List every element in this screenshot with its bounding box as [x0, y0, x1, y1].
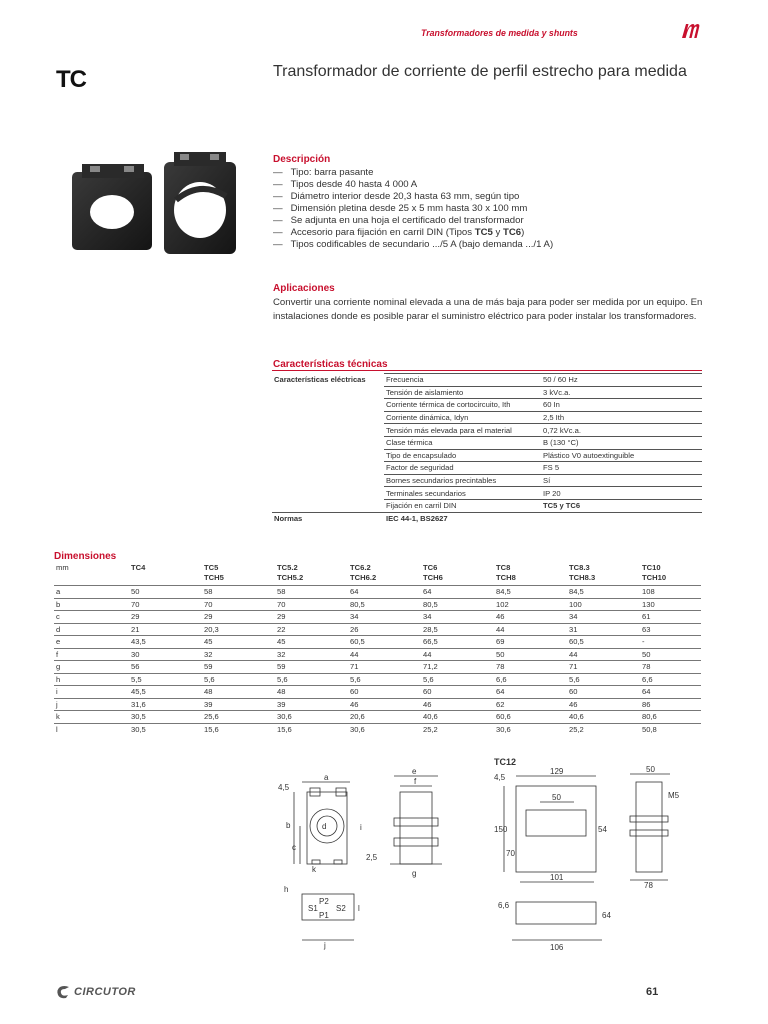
table-cell: 71,2: [421, 661, 494, 674]
table-cell: 30: [129, 648, 202, 661]
caracteristicas-heading: Características técnicas: [273, 359, 388, 370]
table-cell: 60,6: [494, 711, 567, 724]
table-cell: 102: [494, 598, 567, 611]
table-cell: 6,6: [494, 673, 567, 686]
table-cell: 78: [494, 661, 567, 674]
table-cell: 59: [202, 661, 275, 674]
table-cell: 60: [567, 686, 640, 699]
dimensions-table: [54, 563, 701, 735]
table-cell: 60: [348, 686, 421, 699]
value-cell: IP 20: [541, 487, 702, 500]
table-row: [54, 611, 701, 624]
svg-text:d: d: [322, 822, 327, 831]
table-row: [54, 636, 701, 649]
svg-text:6,6: 6,6: [498, 901, 510, 910]
aplicaciones-section: [273, 283, 703, 323]
table-cell: 5,6: [567, 673, 640, 686]
table-cell: 21: [129, 623, 202, 636]
table-cell: 108: [640, 586, 701, 599]
column-header: mm: [56, 563, 69, 572]
table-cell: 29: [202, 611, 275, 624]
param-cell: Bornes secundarios precintables: [384, 474, 541, 487]
svg-text:b: b: [286, 821, 291, 830]
table-cell: 30,6: [275, 711, 348, 724]
svg-text:50: 50: [552, 793, 561, 802]
table-cell: a: [54, 586, 129, 599]
svg-text:j: j: [324, 941, 326, 950]
table-cell: 46: [348, 698, 421, 711]
param-cell: Corriente térmica de cortocircuito, Ith: [384, 399, 541, 412]
column-header: TC5 TCH5: [204, 563, 224, 582]
table-cell: 26: [348, 623, 421, 636]
table-cell: 6,6: [640, 673, 701, 686]
table-cell: 40,6: [421, 711, 494, 724]
table-row: [54, 698, 701, 711]
list-item: — Se adjunta en una hoja el certificado del transformador: [273, 215, 524, 226]
tech-table: [272, 373, 702, 524]
table-row: [54, 648, 701, 661]
table-cell: 25,2: [567, 723, 640, 735]
svg-text:g: g: [412, 869, 417, 878]
svg-text:4,5: 4,5: [494, 773, 506, 782]
table-cell: 34: [567, 611, 640, 624]
svg-text:c: c: [292, 843, 296, 852]
table-row: [54, 598, 701, 611]
table-cell: 5,6: [348, 673, 421, 686]
param-cell: Terminales secundarios: [384, 487, 541, 500]
table-row: [272, 374, 702, 387]
table-cell: 25,6: [202, 711, 275, 724]
brand-mark-icon: [680, 19, 702, 41]
table-cell: 70: [202, 598, 275, 611]
table-cell: 50: [129, 586, 202, 599]
param-cell: Frecuencia: [384, 374, 541, 387]
table-cell: 70: [275, 598, 348, 611]
table-cell: 34: [348, 611, 421, 624]
svg-text:P1: P1: [319, 911, 329, 920]
value-cell: 2,5 Ith: [541, 411, 702, 424]
table-cell: i: [54, 686, 129, 699]
group-label: Características eléctricas: [274, 374, 366, 384]
table-cell: 28,5: [421, 623, 494, 636]
svg-text:78: 78: [644, 881, 653, 890]
param-cell: Corriente dinámica, Idyn: [384, 411, 541, 424]
table-cell: 44: [494, 623, 567, 636]
dimension-drawing-tc12: [490, 756, 702, 956]
circutor-logo-icon: [56, 985, 72, 999]
table-cell: 39: [202, 698, 275, 711]
table-cell: d: [54, 623, 129, 636]
table-row: [54, 661, 701, 674]
svg-text:f: f: [414, 777, 417, 786]
product-photo: [68, 150, 238, 260]
table-cell: 64: [421, 586, 494, 599]
list-item: — Diámetro interior desde 20,3 hasta 63 mm, según tipo: [273, 191, 520, 202]
table-cell: j: [54, 698, 129, 711]
table-cell: 29: [275, 611, 348, 624]
table-cell: 64: [640, 686, 701, 699]
svg-text:h: h: [284, 885, 289, 894]
page-title: Transformador de corriente de perfil estrecho para medida: [273, 63, 687, 80]
table-cell: 63: [640, 623, 701, 636]
table-row: [54, 686, 701, 699]
table-cell: 71: [348, 661, 421, 674]
table-cell: 84,5: [567, 586, 640, 599]
svg-text:64: 64: [602, 911, 611, 920]
table-cell: 62: [494, 698, 567, 711]
table-cell: f: [54, 648, 129, 661]
table-cell: 130: [640, 598, 701, 611]
table-cell: 59: [275, 661, 348, 674]
table-cell: k: [54, 711, 129, 724]
table-cell: 80,5: [421, 598, 494, 611]
table-cell: 56: [129, 661, 202, 674]
svg-text:50: 50: [646, 765, 655, 774]
table-cell: 30,5: [129, 723, 202, 735]
table-cell: 20,3: [202, 623, 275, 636]
table-cell: 46: [494, 611, 567, 624]
svg-text:S1: S1: [308, 904, 318, 913]
value-cell: 3 kVc.a.: [541, 386, 702, 399]
value-cell: 0,72 kVc.a.: [541, 424, 702, 437]
table-cell: 43,5: [129, 636, 202, 649]
table-cell: 32: [275, 648, 348, 661]
svg-text:4,5: 4,5: [278, 783, 290, 792]
list-item: — Tipos codificables de secundario .../5 A (bajo demanda .../1 A): [273, 239, 554, 250]
table-cell: 5,6: [202, 673, 275, 686]
table-cell: 44: [421, 648, 494, 661]
table-cell: 30,5: [129, 711, 202, 724]
table-cell: 48: [275, 686, 348, 699]
table-cell: 50,8: [640, 723, 701, 735]
list-item: — Dimensión pletina desde 25 x 5 mm hasta 30 x 100 mm: [273, 203, 528, 214]
param-cell: Clase térmica: [384, 436, 541, 449]
descripcion-section: [273, 154, 713, 251]
table-cell: 64: [494, 686, 567, 699]
dimension-drawing-front: [272, 768, 472, 958]
table-cell: 84,5: [494, 586, 567, 599]
table-cell: 30,6: [348, 723, 421, 735]
table-cell: 45: [275, 636, 348, 649]
param-cell: Tensión más elevada para el material: [384, 424, 541, 437]
table-cell: 100: [567, 598, 640, 611]
value-cell: TC5 y TC6: [541, 499, 702, 512]
column-header: TC6 TCH6: [423, 563, 443, 582]
table-row: [54, 723, 701, 735]
svg-text:2,5: 2,5: [366, 853, 378, 862]
value-cell: FS 5: [541, 462, 702, 475]
table-cell: 61: [640, 611, 701, 624]
table-cell: 50: [494, 648, 567, 661]
dimensiones-heading: Dimensiones: [54, 551, 117, 562]
table-cell: 71: [567, 661, 640, 674]
list-item: — Accesorio para fijación en carril DIN (Tipos TC5 y TC6): [273, 227, 525, 238]
column-header: TC4: [131, 563, 146, 572]
svg-text:M5: M5: [668, 791, 680, 800]
value-cell: B (130 °C): [541, 436, 702, 449]
svg-text:l: l: [358, 904, 360, 913]
column-header: TC8.3 TCH8.3: [569, 563, 596, 582]
svg-text:e: e: [412, 768, 417, 776]
table-cell: 46: [567, 698, 640, 711]
table-cell: 29: [129, 611, 202, 624]
table-cell: 5,5: [129, 673, 202, 686]
table-row: [54, 586, 701, 599]
table-cell: 64: [348, 586, 421, 599]
list-item: — Tipo: barra pasante: [273, 167, 374, 178]
table-cell: 50: [640, 648, 701, 661]
value-cell: Plástico V0 autoextinguible: [541, 449, 702, 462]
table-cell: c: [54, 611, 129, 624]
table-cell: 78: [640, 661, 701, 674]
svg-text:150: 150: [494, 825, 508, 834]
table-cell: 5,6: [421, 673, 494, 686]
svg-text:TC12: TC12: [494, 757, 517, 767]
normas-label: Normas: [272, 512, 384, 524]
product-code: TC: [56, 66, 86, 93]
table-cell: 44: [567, 648, 640, 661]
table-cell: -: [640, 636, 701, 649]
svg-text:70: 70: [506, 849, 515, 858]
table-cell: e: [54, 636, 129, 649]
table-cell: b: [54, 598, 129, 611]
column-header: TC6.2 TCH6.2: [350, 563, 377, 582]
param-cell: Fijación en carril DIN: [384, 499, 541, 512]
column-header: TC10 TCH10: [642, 563, 667, 582]
table-cell: 66,5: [421, 636, 494, 649]
table-cell: 60,5: [567, 636, 640, 649]
param-cell: Factor de seguridad: [384, 462, 541, 475]
svg-text:k: k: [312, 865, 316, 874]
descripcion-heading: Descripción: [273, 154, 331, 165]
table-row: [54, 711, 701, 724]
svg-text:S2: S2: [336, 904, 346, 913]
column-header: TC8 TCH8: [496, 563, 516, 582]
table-cell: 46: [421, 698, 494, 711]
table-cell: 48: [202, 686, 275, 699]
table-cell: 60: [421, 686, 494, 699]
normas-value: IEC 44-1, BS2627: [384, 512, 702, 524]
table-cell: 40,6: [567, 711, 640, 724]
table-cell: 32: [202, 648, 275, 661]
aplicaciones-heading: Aplicaciones: [273, 283, 335, 294]
table-cell: 22: [275, 623, 348, 636]
table-cell: g: [54, 661, 129, 674]
value-cell: 60 In: [541, 399, 702, 412]
aplicaciones-text: Convertir una corriente nominal elevada a una de más baja para poder ser medida por un equipo. En instalaciones donde es posible parar el suministro eléctrico para poder instalar los transformadores.: [273, 297, 703, 322]
list-item: — Tipos desde 40 hasta 4 000 A: [273, 179, 418, 190]
svg-text:106: 106: [550, 943, 564, 952]
table-row-normas: [272, 512, 702, 524]
table-cell: 60,5: [348, 636, 421, 649]
param-cell: Tipo de encapsulado: [384, 449, 541, 462]
table-cell: 15,6: [275, 723, 348, 735]
table-cell: 58: [275, 586, 348, 599]
table-cell: 58: [202, 586, 275, 599]
table-cell: 15,6: [202, 723, 275, 735]
table-cell: 34: [421, 611, 494, 624]
svg-text:129: 129: [550, 767, 564, 776]
table-row: [54, 673, 701, 686]
table-cell: 80,5: [348, 598, 421, 611]
table-cell: 5,6: [275, 673, 348, 686]
table-header-row: [54, 563, 701, 586]
table-cell: l: [54, 723, 129, 735]
svg-text:54: 54: [598, 825, 607, 834]
svg-text:101: 101: [550, 873, 564, 882]
brand-name: CIRCUTOR: [74, 986, 136, 998]
brand-logo: [56, 984, 136, 1000]
svg-text:P2: P2: [319, 897, 329, 906]
category-title: Transformadores de medida y shunts: [421, 28, 578, 38]
table-cell: 20,6: [348, 711, 421, 724]
table-cell: 86: [640, 698, 701, 711]
table-cell: 45,5: [129, 686, 202, 699]
value-cell: Sí: [541, 474, 702, 487]
table-cell: 80,6: [640, 711, 701, 724]
table-cell: 44: [348, 648, 421, 661]
param-cell: Tensión de aislamiento: [384, 386, 541, 399]
value-cell: 50 / 60 Hz: [541, 374, 702, 387]
table-cell: 25,2: [421, 723, 494, 735]
page-number: 61: [646, 986, 659, 998]
table-cell: 69: [494, 636, 567, 649]
table-cell: 70: [129, 598, 202, 611]
dim-a: a: [324, 773, 329, 782]
table-row: [54, 623, 701, 636]
table-cell: h: [54, 673, 129, 686]
table-cell: 31: [567, 623, 640, 636]
table-cell: 45: [202, 636, 275, 649]
column-header: TC5.2 TCH5.2: [277, 563, 304, 582]
table-cell: 30,6: [494, 723, 567, 735]
svg-text:i: i: [360, 823, 362, 832]
table-cell: 39: [275, 698, 348, 711]
table-cell: 31,6: [129, 698, 202, 711]
